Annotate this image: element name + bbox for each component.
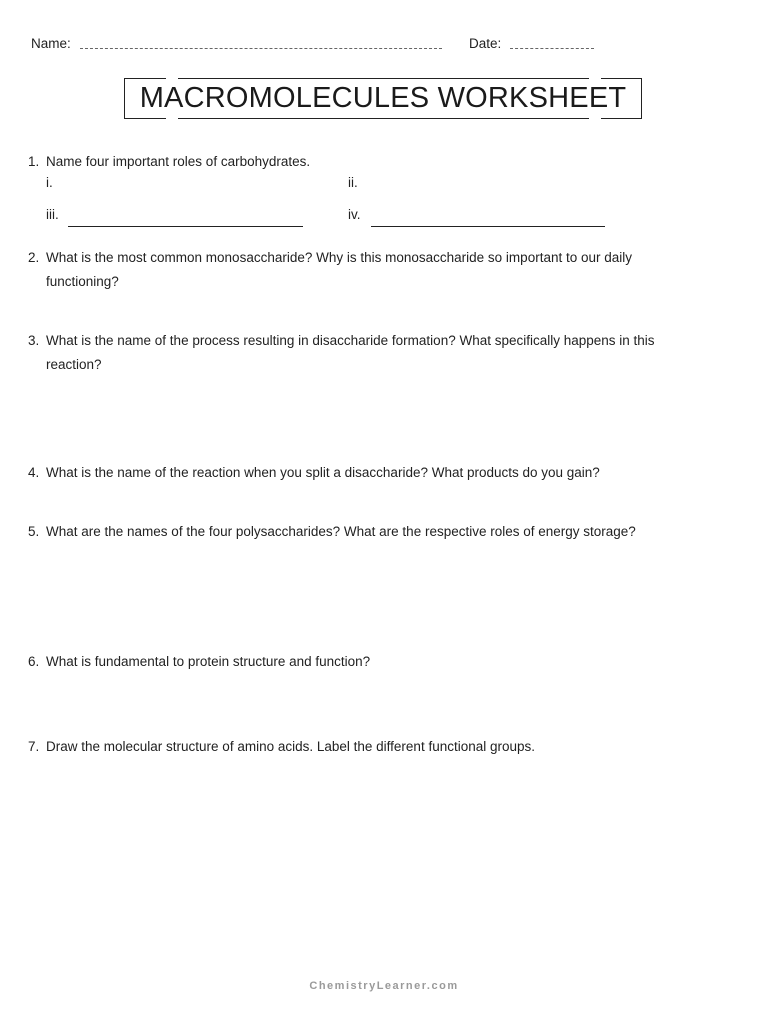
role-iii-answer-line[interactable] (68, 226, 303, 227)
question-text: What is the name of the process resulting in disaccharide formation? What specifically happens in this reaction? (46, 333, 655, 372)
date-label: Date: (469, 36, 502, 51)
worksheet-title: MACROMOLECULES WORKSHEET (139, 82, 627, 114)
question-text: What are the names of the four polysaccharides? What are the respective roles of energy storage? (46, 524, 636, 539)
name-field[interactable] (80, 48, 442, 49)
role-i-label: i. (46, 175, 53, 190)
question-number: 2. (28, 250, 40, 265)
footer-watermark: ChemistryLearner.com (309, 980, 459, 992)
role-iv-label: iv. (348, 207, 361, 222)
question-number: 6. (28, 654, 40, 669)
question-text: Name four important roles of carbohydrates. (46, 154, 311, 169)
question-number: 5. (28, 524, 40, 539)
date-field[interactable] (510, 48, 594, 49)
role-iv-answer-line[interactable] (371, 226, 605, 227)
question-text: What is the most common monosaccharide? Why is this monosaccharide so important to our daily functioning? (46, 250, 632, 289)
role-ii-label: ii. (348, 175, 358, 190)
question-number: 1. (28, 154, 40, 169)
question-text: Draw the molecular structure of amino acids. Label the different functional groups. (46, 739, 536, 754)
question-text: What is the name of the reaction when you split a disaccharide? What products do you gain? (46, 465, 600, 480)
question-text: What is fundamental to protein structure and function? (46, 654, 371, 669)
question-number: 7. (28, 739, 40, 754)
role-iii-label: iii. (46, 207, 59, 222)
name-label: Name: (31, 36, 71, 51)
question-number: 3. (28, 333, 40, 348)
question-number: 4. (28, 465, 40, 480)
